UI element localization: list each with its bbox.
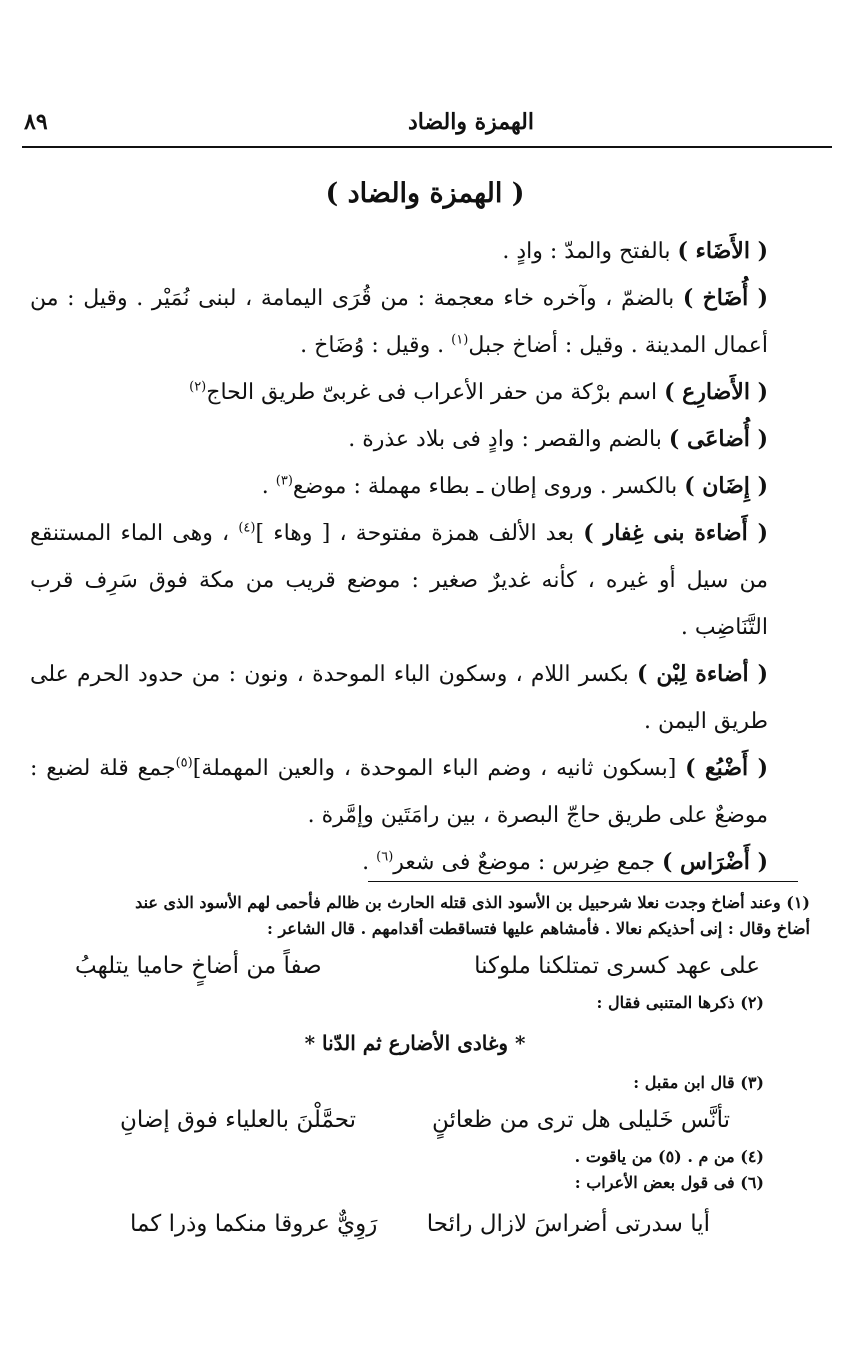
footnotes-rule xyxy=(368,881,798,882)
entry-term: ( أَضْرَاس ) xyxy=(661,849,768,875)
entry-text-cont: . xyxy=(261,474,276,499)
footnote-ref: (٦) xyxy=(376,849,394,865)
verse-3-first-hemistich: تأنَّس خَليلى هل ترى من ظعائنٍ xyxy=(431,1107,730,1133)
entry-text: اسم برْكة من حفر الأعراب فى غربىّ طريق الحاج xyxy=(206,380,665,405)
entry-term: ( إِضَان ) xyxy=(684,473,768,499)
verse-2: * وغادى الأضارع ثم الدّنا * xyxy=(304,1031,526,1055)
entry-idan xyxy=(30,463,810,510)
verse-4 xyxy=(20,1202,810,1246)
footnote-ref: (٥) xyxy=(175,755,193,771)
entry-text: جمع ضِرس : موضعٌ فى شعر xyxy=(393,850,662,875)
footnotes xyxy=(20,890,810,1248)
verse-1-second-hemistich: صفاً من أضاخٍ حاميا يتلهبُ xyxy=(75,953,322,979)
footnote-1-line-2: أضاخ وقال : إنى أحذيكم نعالا . فأمشاهم عليها فتساقطت أقدامهم . قال الشاعر : xyxy=(266,919,810,938)
footnote-3: (٣) قال ابن مقبل : xyxy=(633,1073,764,1092)
header-rule xyxy=(22,146,832,148)
entry-adaat-bani-ghifar xyxy=(30,510,810,651)
verse-1-first-hemistich: على عهد كسرى تمتلكنا ملوكنا xyxy=(474,953,760,979)
entry-text: بالضمّ ، وآخره خاء معجمة : من قُرَى اليمامة ، لبنى نُمَيْر . وقيل : من أعمال المدينة . وقيل : أضاخ جبل xyxy=(30,286,768,358)
entry-adbu xyxy=(30,745,810,839)
footnote-4-5: (٤) من م . (٥) من ياقوت . xyxy=(574,1147,764,1166)
entry-text-cont: . وقيل : وُضَاخ . xyxy=(300,333,452,358)
entry-adaat-libn xyxy=(30,651,810,745)
entry-term: ( الأَضارِع ) xyxy=(664,379,768,405)
running-head-title: الهمزة والضاد xyxy=(407,109,534,135)
verse-3-second-hemistich: تحمَّلْنَ بالعلياء فوق إضانِ xyxy=(120,1107,357,1133)
page-number: ٨٩ xyxy=(24,109,48,135)
verse-4-second-hemistich: رَوِيٌّ عروقا منكما وذرا كما xyxy=(130,1211,378,1237)
entries-body xyxy=(30,228,810,886)
entry-udakh xyxy=(30,275,810,369)
entry-term: ( أُضاعَى ) xyxy=(668,426,768,452)
verse-3 xyxy=(20,1098,810,1142)
footnote-6: (٦) فى قول بعض الأعراب : xyxy=(574,1173,764,1192)
entry-term: ( أضاءة لِبْن ) xyxy=(637,661,768,687)
footnote-ref: (٢) xyxy=(189,379,207,395)
verse-4-first-hemistich: أيا سدرتى أضراسَ لازال رائحا xyxy=(426,1211,710,1237)
entry-text: بعد الألف همزة مفتوحة ، [ وهاء ] xyxy=(255,521,584,546)
entry-text: بالفتح والمدّ : وادٍ . xyxy=(502,239,678,264)
entry-udaa xyxy=(30,416,810,463)
entry-term: ( أُضَاخ ) xyxy=(682,285,768,311)
entry-text-cont: . xyxy=(362,850,377,875)
entry-adari xyxy=(30,369,810,416)
entry-term: ( أَضاءة بنى غِفار ) xyxy=(583,520,768,546)
section-heading: ( الهمزة والضاد ) xyxy=(325,178,525,209)
entry-adaa xyxy=(30,228,810,275)
footnote-ref: (١) xyxy=(451,332,469,348)
entry-text: بالضم والقصر : وادٍ فى بلاد عذرة . xyxy=(348,427,669,452)
entry-text-cont: جمع قلة لضبع : موضعٌ على طريق حاجّ البصرة ، بين رامَتَين وإمَّرة . xyxy=(30,756,768,828)
entry-text: [بسكون ثانيه ، وضم الباء الموحدة ، والعين المهملة] xyxy=(192,756,686,781)
entry-text: بكسر اللام ، وسكون الباء الموحدة ، ونون : من حدود الحرم على طريق اليمن . xyxy=(30,662,768,734)
entry-term: ( أَضْبُع ) xyxy=(685,755,768,781)
verse-1 xyxy=(20,944,810,988)
entry-adras xyxy=(30,839,810,886)
footnote-2: (٢) ذكرها المتنبى فقال : xyxy=(596,993,764,1012)
footnote-ref: (٤) xyxy=(238,520,256,536)
entry-text-cont: ، وهى الماء المستنقع من سيل أو غيره ، كأنه غديرٌ صغير : موضع قريب من مكة فوق سَرِف قرب التَّنَاضِب . xyxy=(30,521,768,640)
running-head xyxy=(24,102,784,142)
entry-text: بالكسر . وروى إطان ـ بطاء مهملة : موضع xyxy=(292,474,685,499)
footnote-1-line-1: (١) وعند أضاخ وجدت نعلا شرحبيل بن الأسود الذى قتله الحارث بن ظالم فأحمى لهم الأسود الذى عند xyxy=(135,893,810,912)
footnote-ref: (٣) xyxy=(275,473,293,489)
entry-term: ( الأَضَاء ) xyxy=(677,238,768,264)
